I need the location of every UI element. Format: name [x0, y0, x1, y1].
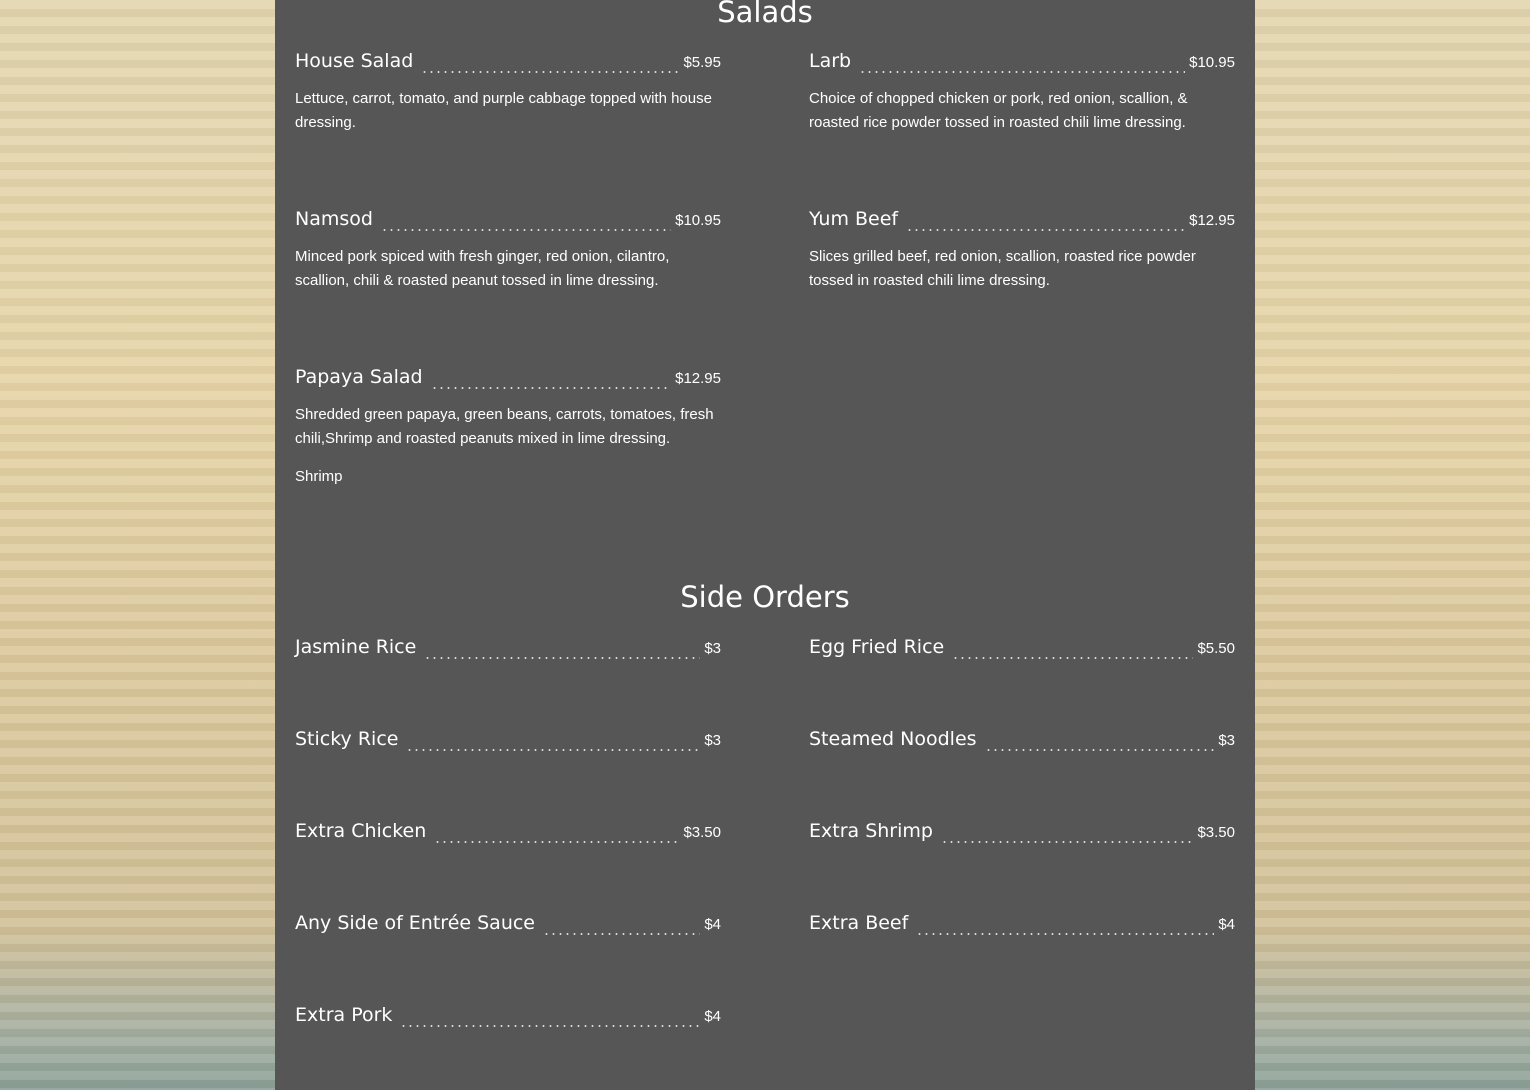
dotted-leader — [424, 657, 700, 659]
menu-item-papaya-salad — [295, 366, 721, 485]
item-name: Yum Beef — [809, 208, 899, 230]
item-name: Steamed Noodles — [809, 728, 977, 750]
item-name: Any Side of Entrée Sauce — [295, 912, 535, 934]
menu-item-egg-fried-rice — [809, 636, 1235, 666]
dotted-leader — [906, 229, 1185, 231]
item-description: Shredded green papaya, green beans, carrots, tomatoes, fresh chili,Shrimp and roasted peanuts mixed in lime dressing. — [295, 406, 714, 447]
item-price: $4 — [704, 916, 721, 933]
item-name: Sticky Rice — [295, 728, 399, 750]
menu-item-namsod — [295, 208, 721, 293]
menu-item-sticky-rice — [295, 728, 721, 758]
dotted-leader — [916, 933, 1214, 935]
item-name: Egg Fried Rice — [809, 636, 945, 658]
item-name: Papaya Salad — [295, 366, 423, 388]
item-name: Larb — [809, 50, 852, 72]
side-orders-title: Side Orders — [680, 580, 850, 614]
item-description: Slices grilled beef, red onion, scallion, roasted rice powder tossed in roasted chili lime dressing. — [809, 248, 1196, 289]
dotted-leader — [431, 387, 672, 389]
salads-title: Salads — [717, 0, 813, 29]
item-name: Extra Chicken — [295, 820, 427, 842]
dotted-leader — [859, 71, 1185, 73]
item-option-note: Shrimp — [295, 468, 343, 485]
menu-item-house-salad — [295, 50, 721, 135]
dotted-leader — [543, 933, 700, 935]
item-price: $12.95 — [675, 370, 721, 387]
dotted-leader — [421, 71, 679, 73]
item-name: Namsod — [295, 208, 373, 230]
item-price: $5.50 — [1197, 640, 1235, 657]
menu-panel — [275, 0, 1255, 1090]
item-price: $12.95 — [1189, 212, 1235, 229]
background-left — [0, 0, 275, 1090]
menu-item-extra-pork — [295, 1004, 721, 1034]
item-name: House Salad — [295, 50, 414, 72]
background-right — [1255, 0, 1530, 1090]
menu-item-extra-shrimp — [809, 820, 1235, 850]
dotted-leader — [381, 229, 671, 231]
dotted-leader — [952, 657, 1193, 659]
item-price: $10.95 — [675, 212, 721, 229]
dotted-leader — [434, 841, 679, 843]
item-price: $3 — [1218, 732, 1235, 749]
dotted-leader — [985, 749, 1215, 751]
item-price: $5.95 — [683, 54, 721, 71]
item-price: $3 — [704, 640, 721, 657]
menu-item-yum-beef — [809, 208, 1235, 293]
menu-item-steamed-noodles — [809, 728, 1235, 758]
item-price: $3.50 — [1197, 824, 1235, 841]
menu-item-extra-chicken — [295, 820, 721, 850]
dotted-leader — [406, 749, 700, 751]
item-price: $10.95 — [1189, 54, 1235, 71]
item-price: $4 — [1218, 916, 1235, 933]
item-price: $4 — [704, 1008, 721, 1025]
dotted-leader — [400, 1025, 700, 1027]
item-price: $3 — [704, 732, 721, 749]
item-name: Extra Beef — [809, 912, 909, 934]
menu-item-jasmine-rice — [295, 636, 721, 666]
item-price: $3.50 — [683, 824, 721, 841]
menu-item-entree-sauce — [295, 912, 721, 942]
item-description: Minced pork spiced with fresh ginger, red onion, cilantro, scallion, chili & roasted peanut tossed in lime dressing. — [295, 248, 670, 289]
menu-item-larb — [809, 50, 1235, 135]
menu-item-extra-beef — [809, 912, 1235, 942]
item-description: Lettuce, carrot, tomato, and purple cabbage topped with house dressing. — [295, 90, 712, 131]
item-name: Extra Shrimp — [809, 820, 933, 842]
item-description: Choice of chopped chicken or pork, red onion, scallion, & roasted rice powder tossed in roasted chili lime dressing. — [809, 90, 1188, 131]
item-name: Extra Pork — [295, 1004, 393, 1026]
dotted-leader — [941, 841, 1193, 843]
item-name: Jasmine Rice — [295, 636, 417, 658]
